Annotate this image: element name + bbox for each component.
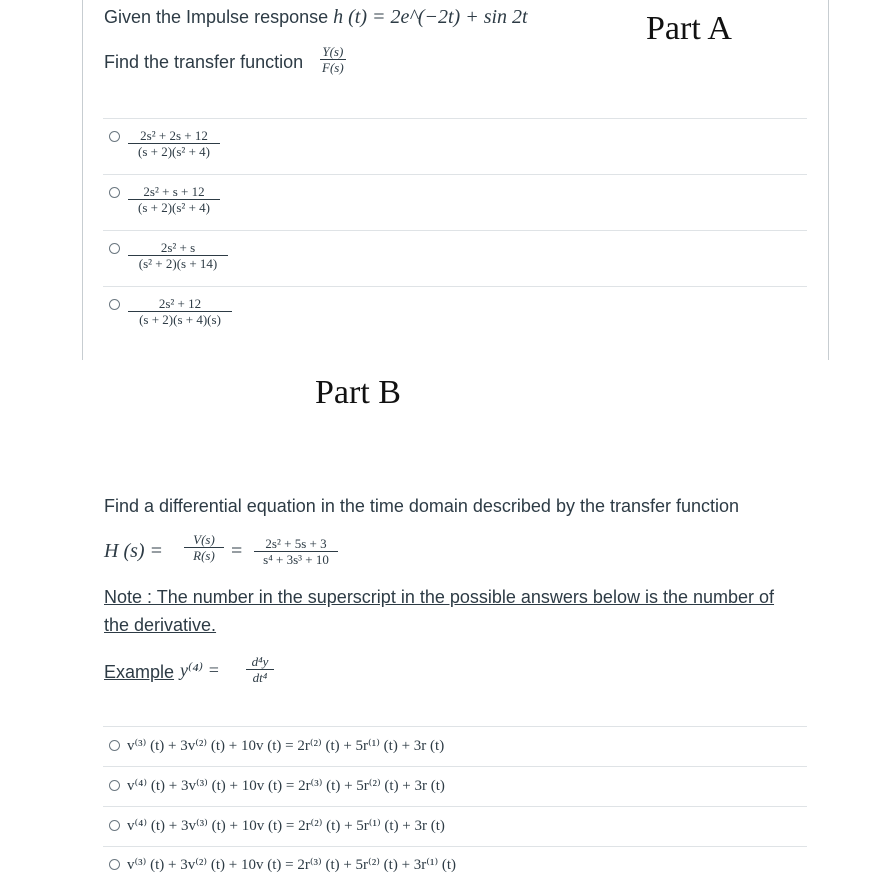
part-b-question: Find a differential equation in the time domain described by the transfer function (104, 496, 740, 516)
option-b2-equation: v⁽⁴⁾ (t) + 3v⁽³⁾ (t) + 10v (t) = 2r⁽³⁾ (t) + 5r⁽²⁾ (t) + 3r (t) (127, 778, 445, 794)
find-prefix: Find the transfer function (104, 52, 304, 72)
option-a3-num: 2s² + s (160, 240, 196, 255)
question-prefix: Given the Impulse response (104, 7, 329, 27)
option-a2-fraction (128, 184, 220, 215)
part-b-heading: Part B (315, 374, 401, 411)
part-b-tf-den: s⁴ + 3s³ + 10 (254, 551, 338, 567)
divider-a0 (103, 118, 807, 119)
option-a4-fraction (128, 296, 232, 327)
option-b3-equation: v⁽⁴⁾ (t) + 3v⁽³⁾ (t) + 10v (t) = 2r⁽²⁾ (t) + 5r⁽¹⁾ (t) + 3r (t) (127, 818, 445, 834)
note-line-2: the derivative. (104, 615, 217, 635)
equals-sign: = (231, 540, 243, 562)
divider-a3 (103, 286, 807, 287)
question-line (104, 6, 528, 29)
option-b1-equation: v⁽³⁾ (t) + 3v⁽²⁾ (t) + 10v (t) = 2r⁽²⁾ (t) + 5r⁽¹⁾ (t) + 3r (t) (127, 738, 445, 754)
divider-a2 (103, 230, 807, 231)
option-a4-num: 2s² + 12 (158, 296, 202, 311)
divider-b3 (103, 846, 807, 847)
divider-b2 (103, 806, 807, 807)
vr-den: R(s) (184, 547, 224, 563)
example-lhs: y⁽⁴⁾ = (180, 660, 220, 680)
tf-numerator: Y(s) (322, 44, 344, 59)
example-den: dt⁴ (246, 669, 274, 685)
option-b4-equation: v⁽³⁾ (t) + 3v⁽²⁾ (t) + 10v (t) = 2r⁽³⁾ (t) + 5r⁽²⁾ (t) + 3r⁽¹⁾ (t) (127, 857, 457, 873)
option-a1-fraction (128, 128, 220, 159)
radio-b2[interactable] (109, 780, 120, 791)
example-num: d⁴y (251, 654, 269, 669)
example-fraction (246, 654, 274, 685)
h-label: H (s) = (104, 540, 164, 562)
example-label: Example (104, 662, 175, 682)
part-b-tf-fraction (254, 536, 338, 567)
tf-denominator: F(s) (322, 60, 344, 75)
radio-b4[interactable] (109, 859, 120, 870)
radio-a2[interactable] (109, 187, 120, 198)
impulse-response: h (t) = 2e^(−2t) + sin 2t (333, 6, 528, 28)
radio-a3[interactable] (109, 243, 120, 254)
option-a3-fraction (128, 240, 228, 271)
part-b-tf-num: 2s² + 5s + 3 (265, 536, 327, 551)
radio-b3[interactable] (109, 820, 120, 831)
vr-fraction (184, 532, 224, 563)
find-transfer-fraction (320, 44, 346, 75)
radio-a4[interactable] (109, 299, 120, 310)
divider-a1 (103, 174, 807, 175)
option-a1-num: 2s² + 2s + 12 (140, 128, 208, 143)
radio-a1[interactable] (109, 131, 120, 142)
option-a4-den: (s + 2)(s + 4)(s) (128, 311, 232, 327)
divider-b0 (103, 726, 807, 727)
option-a3-den: (s² + 2)(s + 14) (128, 255, 228, 271)
option-a2-den: (s + 2)(s² + 4) (128, 199, 220, 215)
option-a1-den: (s + 2)(s² + 4) (128, 143, 220, 159)
part-a-heading: Part A (646, 10, 732, 47)
option-a2-num: 2s² + s + 12 (143, 184, 205, 199)
radio-b1[interactable] (109, 740, 120, 751)
note-line-1: Note : The number in the superscript in the possible answers below is the number of (104, 587, 775, 607)
left-border-top (82, 0, 83, 360)
divider-b1 (103, 766, 807, 767)
right-border-top (828, 0, 829, 360)
vr-num: V(s) (193, 532, 215, 547)
